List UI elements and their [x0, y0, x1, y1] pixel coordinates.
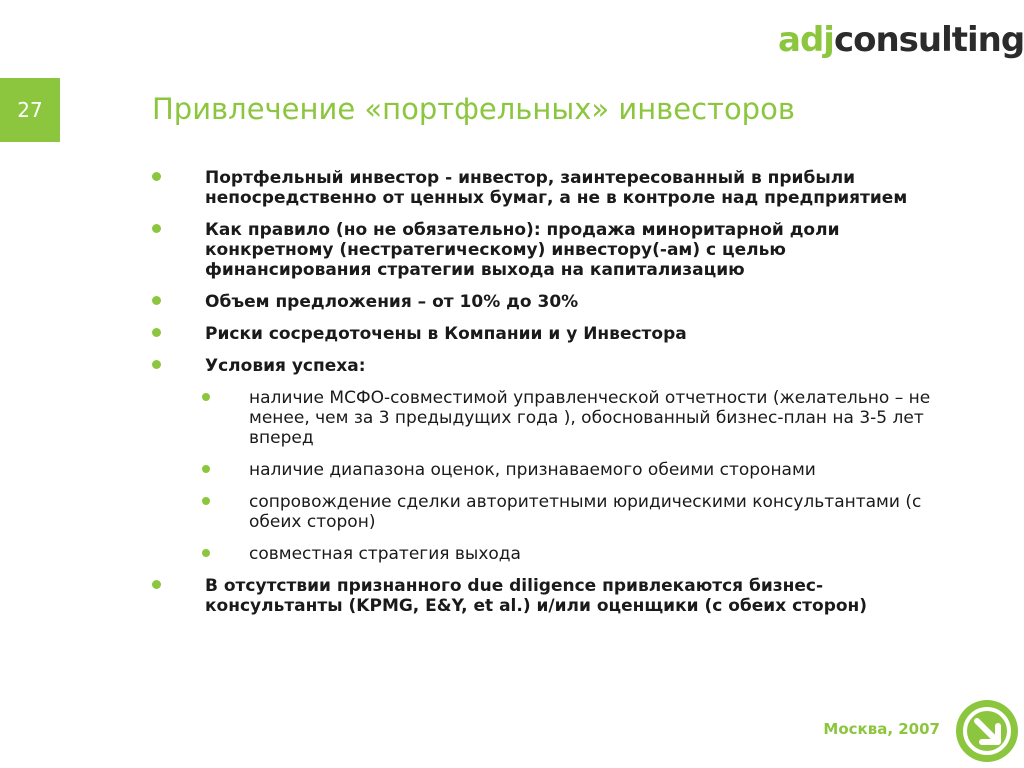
bullet-list: [152, 168, 942, 628]
bullet-dot-icon: [152, 328, 161, 337]
bullet-item: [152, 168, 942, 208]
sub-bullet-text: наличие диапазона оценок, признаваемого обеими сторонами: [249, 460, 816, 480]
slide-title: Привлечение «портфельных» инвесторов: [152, 92, 795, 126]
bullet-text: Объем предложения – от 10% до 30%: [205, 292, 579, 312]
bullet-item: [152, 576, 942, 616]
bullet-dot-icon: [152, 296, 161, 305]
sub-bullet-text: совместная стратегия выхода: [249, 544, 521, 564]
sub-bullet-item: [202, 492, 942, 532]
bullet-dot-icon: [202, 549, 210, 557]
sub-bullet-text: наличие МСФО-совместимой управленческой отчетности (желательно – не менее, чем за 3 предыдущих года ), обоснованный бизнес-план на 3-5 лет вперед: [249, 388, 931, 448]
company-logo: [778, 18, 1024, 62]
bullet-dot-icon: [152, 360, 161, 369]
logo-prefix: adj: [778, 20, 834, 60]
sub-bullet-item: [202, 460, 942, 480]
bullet-dot-icon: [202, 497, 210, 505]
logo-suffix: consulting: [833, 20, 1024, 60]
bullet-text: В отсутствии признанного due diligence привлекаются бизнес-консультанты (KPMG, E&Y, et al.) и/или оценщики (с обеих сторон): [205, 576, 868, 616]
sub-bullet-item: [202, 388, 942, 448]
page-number: 27: [17, 98, 43, 122]
sub-bullet-item: [202, 544, 942, 564]
bullet-dot-icon: [152, 224, 161, 233]
bullet-dot-icon: [152, 172, 161, 181]
bullet-dot-icon: [152, 580, 161, 589]
bullet-text: Как правило (но не обязательно): продажа миноритарной доли конкретному (нестратегическому) инвестору(-ам) с целью финансирования стратегии выхода на капитализацию: [205, 220, 840, 280]
bullet-item: [152, 324, 942, 344]
bullet-text: Риски сосредоточены в Компании и у Инвестора: [205, 324, 687, 344]
sub-bullet-text: сопровождение сделки авторитетными юридическими консультантами (с обеих сторон): [249, 492, 922, 532]
bullet-dot-icon: [202, 465, 210, 473]
bullet-item: [152, 220, 942, 280]
arrow-down-right-icon: [956, 700, 1018, 762]
footer-location-date: Москва, 2007: [823, 720, 940, 738]
bullet-text: Портфельный инвестор - инвестор, заинтересованный в прибыли непосредственно от ценных бумаг, а не в контроле над предприятием: [205, 168, 908, 208]
bullet-text: Условия успеха:: [205, 356, 366, 376]
bullet-item: [152, 292, 942, 312]
bullet-dot-icon: [202, 393, 210, 401]
page-number-badge: [0, 78, 60, 142]
bullet-item: [152, 356, 942, 376]
